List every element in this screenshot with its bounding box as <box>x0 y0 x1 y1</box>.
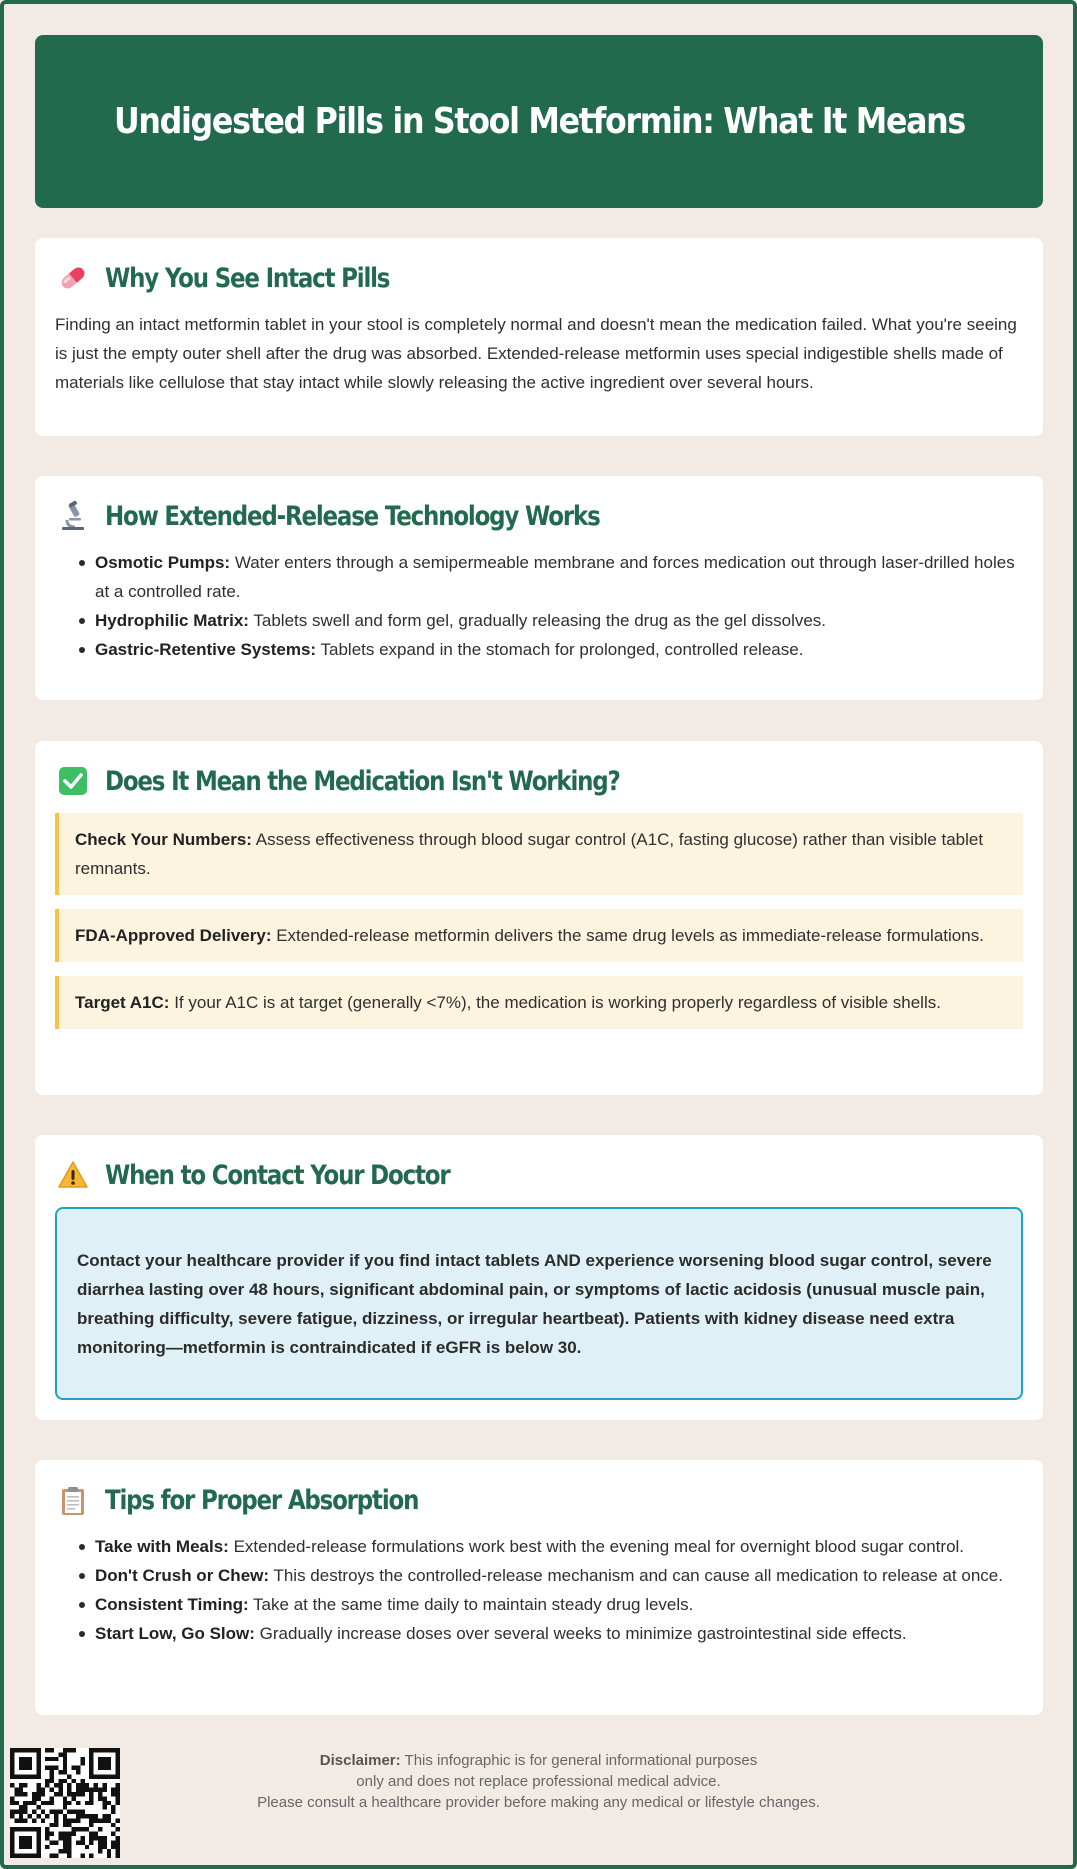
callout-check-numbers: Check Your Numbers: Assess effectiveness through blood sugar control (A1C, fasting glucose) rather than visible tablet remnants. <box>55 813 1023 895</box>
check-mark-icon <box>55 763 91 799</box>
section-title: How Extended-Release Technology Works <box>105 500 600 532</box>
list-item: Start Low, Go Slow: Gradually increase doses over several weeks to minimize gastrointestinal side effects. <box>95 1619 1023 1648</box>
microscope-icon <box>55 498 91 534</box>
section-why <box>35 238 1043 436</box>
section-working <box>35 741 1043 1095</box>
page-title: Undigested Pills in Stool Metformin: What It Means <box>113 101 965 142</box>
warning-icon <box>55 1157 91 1193</box>
doctor-alert: Contact your healthcare provider if you find intact tablets AND experience worsening blood sugar control, severe diarrhea lasting over 48 hours, significant abdominal pain, or symptoms of lactic acidosis (unusual muscle pain, breathing difficulty, severe fatigue, dizziness, or irregular heartbeat). Patients with kidney disease need extra monitoring—metformin is contraindicated if eGFR is below 30. <box>55 1207 1023 1400</box>
tips-list <box>55 1532 1023 1648</box>
list-item: Gastric-Retentive Systems: Tablets expand in the stomach for prolonged, controlled release. <box>95 635 1023 664</box>
list-item: Osmotic Pumps: Water enters through a semipermeable membrane and forces medication out through laser-drilled holes at a controlled rate. <box>95 548 1023 606</box>
list-item: Hydrophilic Matrix: Tablets swell and form gel, gradually releasing the drug as the gel dissolves. <box>95 606 1023 635</box>
section-header <box>55 763 1023 799</box>
callout-target-a1c: Target A1C: If your A1C is at target (generally <7%), the medication is working properly regardless of visible shells. <box>55 976 1023 1029</box>
section-header <box>55 498 1023 534</box>
disclaimer: Disclaimer: This infographic is for general informational purposes only and does not replace professional medical advice. Please consult a healthcare provider before making any medical or lifestyle changes. <box>257 1752 820 1811</box>
disclaimer-label: Disclaimer: <box>319 1752 401 1769</box>
section-title: Why You See Intact Pills <box>105 262 390 294</box>
technology-list <box>55 548 1023 664</box>
section-title: Does It Mean the Medication Isn't Working? <box>105 765 620 797</box>
clipboard-icon <box>55 1482 91 1518</box>
section-header <box>55 260 1023 296</box>
list-item: Consistent Timing: Take at the same time daily to maintain steady drug levels. <box>95 1590 1023 1619</box>
section-title: When to Contact Your Doctor <box>105 1159 450 1191</box>
page-header <box>35 35 1043 208</box>
section-tips <box>35 1460 1043 1715</box>
list-item: Take with Meals: Extended-release formulations work best with the evening meal for overnight blood sugar control. <box>95 1532 1023 1561</box>
section-title: Tips for Proper Absorption <box>105 1484 419 1516</box>
section-doctor <box>35 1135 1043 1420</box>
section-header <box>55 1157 1023 1193</box>
section-body: Finding an intact metformin tablet in your stool is completely normal and doesn't mean the medication failed. What you're seeing is just the empty outer shell after the drug was absorbed. Extended-release metformin uses special indigestible shells made of materials like cellulose that stay intact while slowly releasing the active ingredient over several hours. <box>55 315 1017 392</box>
callout-fda-delivery: FDA-Approved Delivery: Extended-release metformin delivers the same drug levels as immediate-release formulations. <box>55 909 1023 962</box>
section-how <box>35 476 1043 700</box>
pill-icon <box>55 260 91 296</box>
section-header <box>55 1482 1023 1518</box>
list-item: Don't Crush or Chew: This destroys the controlled-release mechanism and can cause all medication to release at once. <box>95 1561 1023 1590</box>
